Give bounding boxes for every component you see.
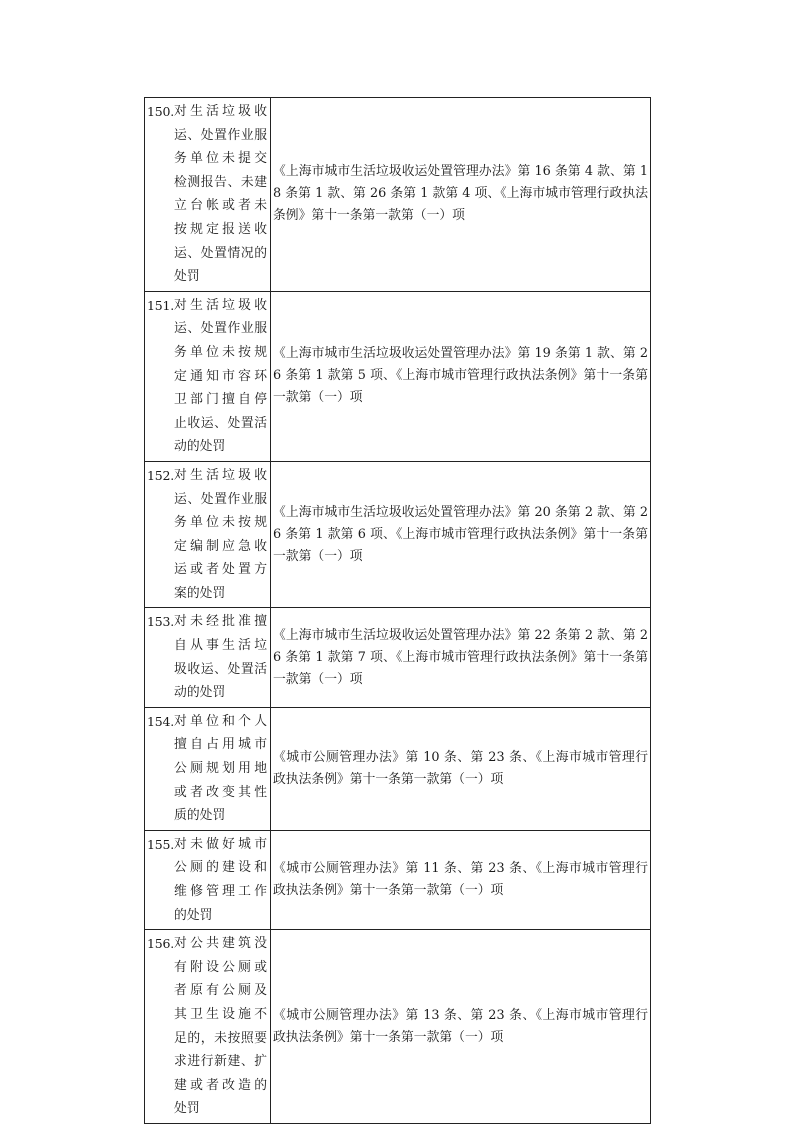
penalty-item-cell: [145, 291, 271, 461]
legal-basis-cell: [271, 707, 651, 830]
penalty-item-line: 对生活垃圾收: [174, 297, 267, 313]
penalty-item-cell: [145, 930, 271, 1124]
penalty-item-line: 运、处置作业服: [174, 127, 267, 143]
penalty-item-line: 建或者改造的: [174, 1077, 267, 1093]
penalty-item-line: 务单位未按规: [174, 344, 267, 360]
legal-basis-text: 《城市公厕管理办法》第 13 条、第 23 条、《上海市城市管理行政执法条例》第十一条第一款第（一）项: [273, 1007, 648, 1045]
penalty-item-cell: [145, 98, 271, 292]
penalty-item-line: 运、处置作业服: [174, 491, 267, 507]
penalty-item-line: 检测报告、未建: [174, 174, 267, 190]
penalty-item-line: 求进行新建、扩: [174, 1054, 267, 1070]
legal-basis-text: 《上海市城市生活垃圾收运处置管理办法》第 20 条第 2 款、第 26 条第 1 款第 6 项、《上海市城市管理行政执法条例》第十一条第一款第（一）项: [273, 504, 648, 564]
table-row: [145, 930, 651, 1124]
penalty-item-cell: [145, 830, 271, 929]
penalty-item-cell: [145, 461, 271, 608]
penalty-item-line: 定通知市容环: [174, 368, 267, 384]
penalty-item-line: 对生活垃圾收: [174, 104, 267, 119]
penalty-item-line: 擅自占用城市: [174, 737, 267, 753]
penalty-item-cell: [145, 707, 271, 830]
penalty-item: [147, 294, 267, 459]
penalty-item: [147, 932, 267, 1121]
penalty-item-line: 卫部门擅自停: [174, 392, 267, 408]
legal-basis-text: 《上海市城市生活垃圾收运处置管理办法》第 22 条第 2 款、第 26 条第 1 款第 7 项、《上海市城市管理行政执法条例》第十一条第一款第（一）项: [273, 627, 648, 687]
penalty-item-text: [174, 294, 267, 459]
penalty-item-line: 运、处置作业服: [174, 321, 267, 337]
table-row: [145, 608, 651, 707]
penalty-item-line: 对未做好城市: [174, 836, 267, 852]
penalty-item-line: 自从事生活垃: [174, 638, 267, 654]
penalty-item-text: [174, 932, 267, 1121]
penalty-item-line: 动的处罚: [174, 439, 226, 455]
legal-basis-cell: [271, 830, 651, 929]
penalty-item-line: 维修管理工作: [174, 884, 267, 899]
penalty-item-cell: [145, 608, 271, 707]
penalty-item-line: 足的，未按照要: [174, 1030, 267, 1046]
penalty-item-line: 处罚: [174, 269, 200, 285]
penalty-item-text: [174, 100, 267, 289]
penalty-item-line: 对未经批准擅: [174, 614, 267, 630]
legal-basis-text: 《上海市城市生活垃圾收运处置管理办法》第 16 条第 4 款、第 18 条第 1 款、第 26 条第 1 款第 4 项、《上海市城市管理行政执法条例》第十一条第一款第（一）项: [273, 164, 648, 224]
penalty-item-text: [174, 710, 267, 828]
penalty-item: [147, 464, 267, 606]
legal-basis-cell: [271, 461, 651, 608]
penalty-item-text: [174, 464, 267, 606]
penalty-item-line: 处罚: [174, 1101, 200, 1117]
penalty-item-text: [174, 833, 267, 927]
penalty-item-line: 其卫生设施不: [174, 1006, 267, 1022]
penalty-item: [147, 610, 267, 704]
penalty-item-line: 者原有公厕及: [174, 983, 267, 999]
legal-basis-cell: [271, 291, 651, 461]
penalty-item-line: 止收运、处置活: [174, 415, 267, 431]
penalty-item-line: 按规定报送收: [174, 221, 267, 237]
table-row: [145, 98, 651, 292]
penalty-basis-table: [144, 97, 651, 1124]
table-row: [145, 461, 651, 608]
penalty-item: [147, 100, 267, 289]
legal-basis-cell: [271, 98, 651, 292]
penalty-item-line: 动的处罚: [174, 685, 226, 701]
penalty-item-line: 务单位未提交: [174, 151, 267, 167]
penalty-item-text: [174, 610, 267, 704]
item-number: 152.: [147, 467, 175, 483]
penalty-item-line: 有附设公厕或: [174, 959, 267, 975]
penalty-item-line: 务单位未按规: [174, 515, 267, 531]
legal-basis-text: 《城市公厕管理办法》第 10 条、第 23 条、《上海市城市管理行政执法条例》第十一条第一款第（一）项: [273, 749, 648, 787]
penalty-item-line: 公厕的建设和: [174, 860, 267, 876]
penalty-item: [147, 833, 267, 927]
penalty-item-line: 定编制应急收: [174, 538, 267, 554]
penalty-item-line: 质的处罚: [174, 808, 226, 824]
penalty-item-line: 立台帐或者未: [174, 198, 267, 214]
penalty-item-line: 案的处罚: [174, 585, 226, 601]
item-number: 153.: [147, 614, 175, 630]
item-number: 155.: [147, 836, 175, 852]
item-number: 154.: [147, 713, 175, 729]
table-body: [145, 98, 651, 1124]
table-row: [145, 707, 651, 830]
penalty-item-line: 公厕规划用地: [174, 761, 267, 777]
table-row: [145, 291, 651, 461]
penalty-item-line: 运、处置情况的: [174, 245, 267, 261]
table-row: [145, 830, 651, 929]
legal-basis-text: 《上海市城市生活垃圾收运处置管理办法》第 19 条第 1 款、第 26 条第 1 款第 5 项、《上海市城市管理行政执法条例》第十一条第一款第（一）项: [273, 346, 648, 406]
item-number: 156.: [147, 936, 175, 952]
legal-basis-cell: [271, 608, 651, 707]
penalty-item-line: 对单位和个人: [174, 713, 267, 729]
penalty-item-line: 运或者处置方: [174, 562, 267, 578]
item-number: 151.: [147, 297, 175, 313]
penalty-item-line: 的处罚: [174, 907, 213, 923]
penalty-item-line: 对公共建筑没: [174, 936, 267, 952]
item-number: 150.: [147, 104, 175, 119]
penalty-item-line: 圾收运、处置活: [174, 661, 267, 677]
legal-basis-cell: [271, 930, 651, 1124]
penalty-item: [147, 710, 267, 828]
penalty-item-line: 对生活垃圾收: [174, 467, 267, 483]
penalty-item-line: 或者改变其性: [174, 784, 267, 800]
legal-basis-text: 《城市公厕管理办法》第 11 条、第 23 条、《上海市城市管理行政执法条例》第十一条第一款第（一）项: [273, 861, 648, 898]
